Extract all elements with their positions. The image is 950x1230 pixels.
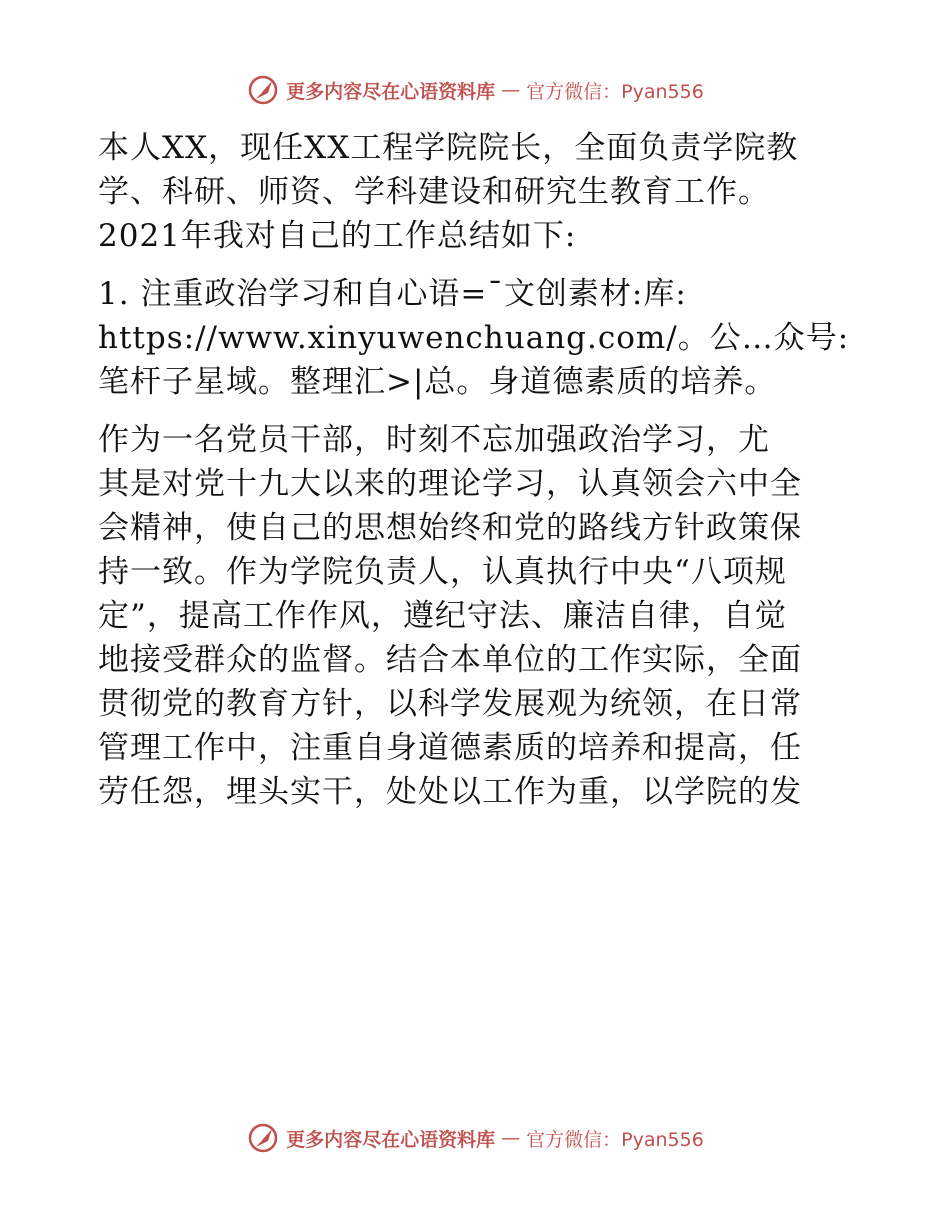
- text-line: 本人XX，现任XX工程学院院长，全面负责学院教: [98, 130, 799, 166]
- banner-separator: —: [501, 1127, 521, 1149]
- text-line: 持一致。作为学院负责人，认真执行中央“八项规: [98, 554, 787, 590]
- paragraph-intro: [98, 126, 858, 258]
- text-line: 劳任怨，埋头实干，处处以工作为重，以学院的发: [98, 774, 802, 810]
- text-line: 笔杆子星域。整理汇>|总。身道德素质的培养。: [98, 364, 777, 400]
- text-line: 会精神，使自己的思想始终和党的路线方针政策保: [98, 510, 802, 546]
- header-banner: [0, 70, 950, 110]
- text-line: 地接受群众的监督。结合本单位的工作实际，全面: [98, 642, 802, 678]
- quill-pen-logo-icon: [246, 73, 280, 107]
- banner-brand-text: 更多内容尽在心语资料库: [286, 1128, 496, 1151]
- text-line: 定”，提高工作作风，遵纪守法、廉洁自律，自觉: [98, 598, 787, 634]
- text-line: 2021年我对自己的工作总结如下:: [98, 218, 577, 254]
- banner-wechat-text: 官方微信：Pyan556: [526, 80, 704, 103]
- paragraph-section-1: [98, 272, 858, 404]
- text-line: 1. 注重政治学习和自心语=¯文创素材:库:: [98, 276, 687, 312]
- text-line: 其是对党十九大以来的理论学习，认真领会六中全: [98, 466, 802, 502]
- text-line: 管理工作中，注重自身道德素质的培养和提高，任: [98, 730, 802, 766]
- text-line: 学、科研、师资、学科建设和研究生教育工作。: [98, 174, 770, 210]
- footer-banner: [0, 1118, 950, 1158]
- document-body: [98, 126, 858, 834]
- banner-wechat-text: 官方微信：Pyan556: [526, 1128, 704, 1151]
- text-line: https://www.xinyuwenchuang.com/。公…众号:: [98, 320, 850, 356]
- quill-pen-logo-icon: [246, 1121, 280, 1155]
- paragraph-body: [98, 418, 858, 814]
- text-line: 作为一名党员干部，时刻不忘加强政治学习，尤: [98, 422, 770, 458]
- banner-separator: —: [501, 79, 521, 101]
- text-line: 贯彻党的教育方针，以科学发展观为统领，在日常: [98, 686, 802, 722]
- banner-brand-text: 更多内容尽在心语资料库: [286, 80, 496, 103]
